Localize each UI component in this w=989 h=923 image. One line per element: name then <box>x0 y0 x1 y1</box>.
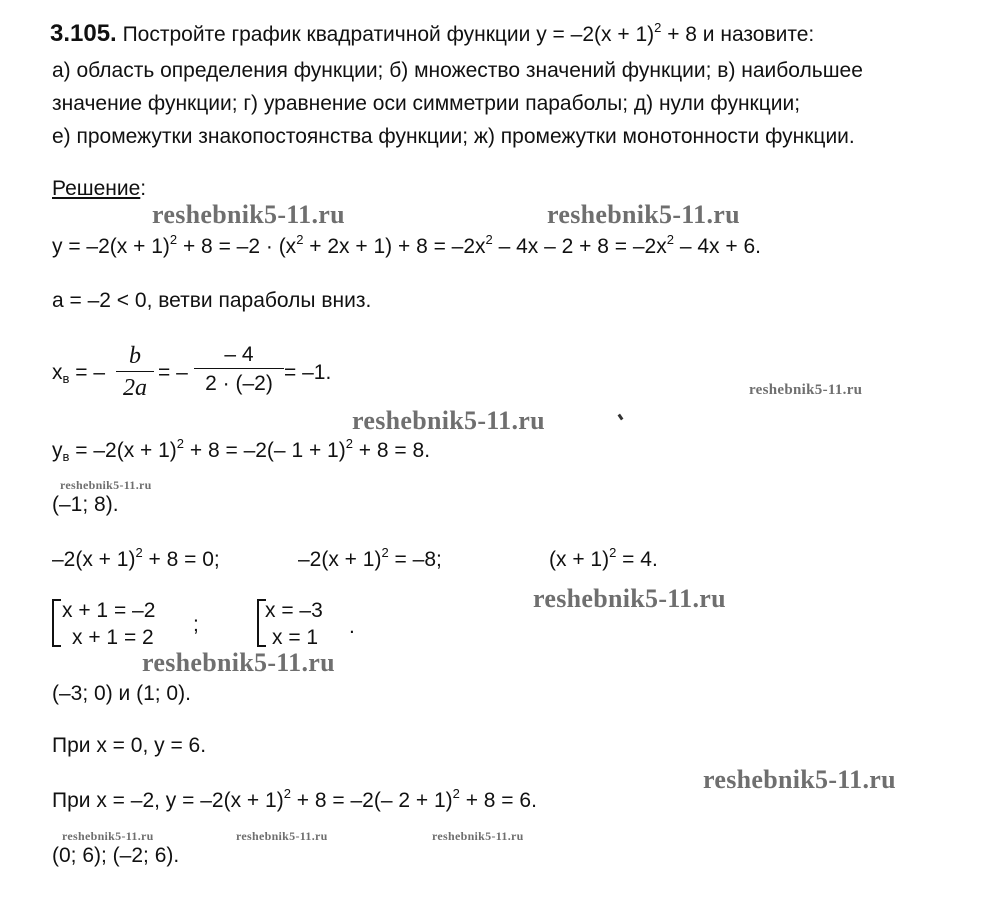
vertex-point: (–1; 8). <box>52 493 119 516</box>
solution-heading <box>52 178 146 199</box>
system-bracket-1 <box>52 599 61 647</box>
problem-number: 3.105. <box>50 20 117 47</box>
scan-speck <box>618 414 624 421</box>
problem-line-2: а) область определения функции; б) множество значений функции; в) наибольшее <box>52 59 863 82</box>
watermark: reshebnik5-11.ru <box>236 829 328 843</box>
problem-text: Постройте график квадратичной функции у = –2(х + 1) <box>122 23 655 46</box>
watermark: reshebnik5-11.ru <box>547 200 740 229</box>
system2-row2: х = 1 <box>272 626 319 649</box>
branches-line: а = –2 < 0, ветви параболы вниз. <box>52 289 372 312</box>
watermark: reshebnik5-11.ru <box>703 765 896 794</box>
vertex-y-line: $у_в = -2(х + 1)^2 + 8 = -2(-$ 1 + 1)$^2$ + 8 = 8. <box>52 436 431 464</box>
value-at-xm2: При х = –2, $у = -2(х + 1)^2 + 8 = -2(-$ 2 + 1)$^2$ + 8 = 6. <box>52 786 537 812</box>
system1-row1: х + 1 = –2 <box>62 599 156 622</box>
zeros-eq-c: $(х + 1)^2 = 4$. <box>549 545 658 571</box>
solution-heading-colon: : <box>140 177 147 200</box>
zeros-eq-a: $-2(х + 1)^2 + 8 = 0$; <box>52 545 220 571</box>
watermark: reshebnik5-11.ru <box>352 406 545 435</box>
watermark: reshebnik5-11.ru <box>62 829 154 843</box>
solution-heading-text: Решение <box>52 177 141 200</box>
exponent: 2 <box>654 20 662 35</box>
vertex-x-mid: = – <box>158 361 188 384</box>
value-at-x0: При х = 0, у = 6. <box>52 734 207 757</box>
vertex-x-result: = –1. <box>284 361 332 384</box>
system1-row2: х + 1 = 2 <box>72 626 154 649</box>
watermark: reshebnik5-11.ru <box>432 829 524 843</box>
system-end: . <box>349 615 355 638</box>
problem-line-4: е) промежутки знакопостоянства функции; ж) промежутки монотонности функции. <box>52 125 855 148</box>
watermark: reshebnik5-11.ru <box>142 648 335 677</box>
problem-text-end: + 8 и назовите: <box>661 23 815 46</box>
watermark: reshebnik5-11.ru <box>152 200 345 229</box>
vertex-x-lhs: $х_в$ = – <box>52 361 106 386</box>
expanded-equation: $у = -2(х + 1)^2 + 8 = -2 \cdot (х^2 + 2х + 1) + 8 = -2х^2 - 4х - 2 + 8 = -2х^2 - 4х + 6$. <box>52 232 761 258</box>
watermark: reshebnik5-11.ru <box>60 478 152 492</box>
problem-line-3: значение функции; г) уравнение оси симметрии параболы; д) нули функции; <box>52 92 801 115</box>
fraction-b-over-2a: b 2a <box>116 344 154 400</box>
zeros-eq-b: $-2(х + 1)^2 = -8$; <box>298 545 442 571</box>
watermark: reshebnik5-11.ru <box>533 584 726 613</box>
symmetric-points: (0; 6); (–2; 6). <box>52 844 180 867</box>
problem-line-1 <box>50 22 814 46</box>
watermark: reshebnik5-11.ru <box>749 382 863 398</box>
system-separator: ; <box>193 613 199 636</box>
fraction-minus4-over: – 4 2 · (–2) <box>194 344 284 394</box>
system2-row1: х = –3 <box>265 599 323 622</box>
zeros-points: (–3; 0) и (1; 0). <box>52 682 191 705</box>
